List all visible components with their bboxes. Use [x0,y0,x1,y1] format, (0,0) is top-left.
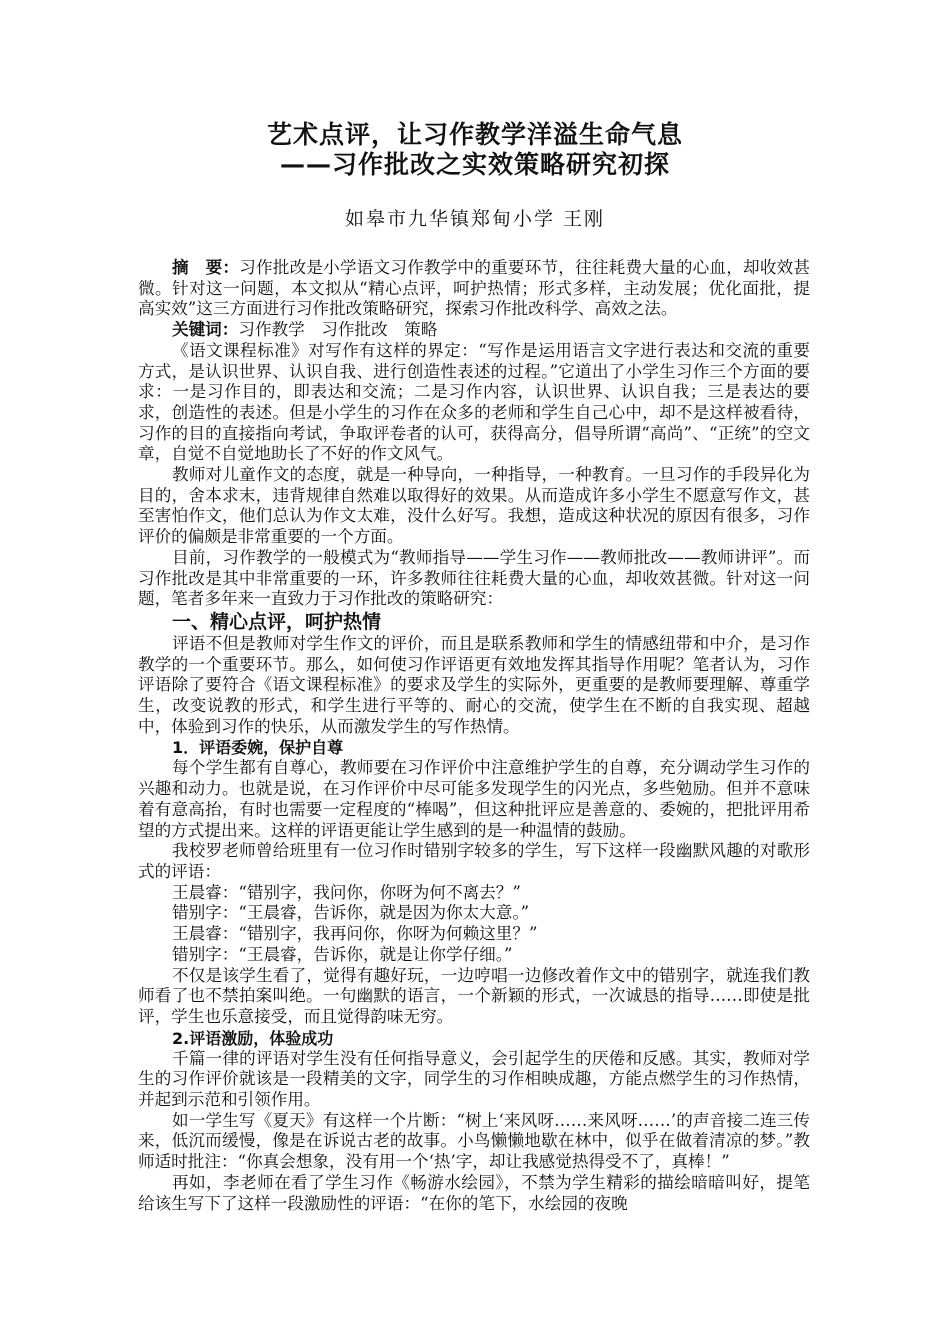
page-title: 艺术点评，让习作教学洋溢生命气息 [266,120,683,149]
section-1-heading: 一、精心点评，呵护热情 [172,610,382,633]
author-line: 如皋市九华镇郑甸小学 王刚 [344,208,606,230]
keywords-text: 习作教学 习作批改 策略 [238,320,438,340]
dialogue-line: 王晨睿：“错别字，我再问你，你呀为何赖这里？” [172,924,538,944]
intro-paragraph-1: 《语文课程标准》对写作有这样的界定：“写作是运用语言文字进行表达和交流的重要方式，是认识世界、认识自我、进行创造性表述的过程。”它道出了小学生习作三个方面的要求：一是习作目的，即表达和交流；二是习作内容，认识世界、认识自我；三是表达的要求，创造性的表述。但是小学生的习作在众多的老师和学生自己心中，却不是这样被看待，习作的目的直接指向考试，争取评卷者的认可，获得高分，倡导所谓“高尚”、“正统”的空文章，自觉不自觉地助长了不好的作文风气。 [138,340,810,464]
subsection-1-heading: 1．评语委婉，保护自尊 [172,738,344,758]
subsection-1-paragraph-1: 每个学生都有自尊心，教师要在习作评价中注意维护学生的自尊，充分调动学生习作的兴趣和动力。也就是说，在习作评价中尽可能多发现学生的闪光点，多些勉励。但并不意味着有意高抬，有时也需要一定程度的“棒喝”，但这种批评应是善意的、委婉的，把批评用希望的方式提出来。这样的评语更能让学生感到的是一种温情的鼓励。 [138,758,810,840]
keywords-label: 关键词： [172,320,239,340]
subsection-2-heading: 2.评语激励，体验成功 [172,1028,334,1048]
article-body [138,258,810,1214]
dialogue-line: 错别字：“王晨睿，告诉你，就是让你学仔细。” [172,944,513,964]
dialogue-line: 错别字：“王晨睿，告诉你，就是因为你太大意。” [172,903,530,923]
abstract-paragraph [138,258,810,320]
keywords-paragraph [138,320,810,341]
abstract-text: 习作批改是小学语文习作教学中的重要环节，往往耗费大量的心血，却收效甚微。针对这一问题，本文拟从“精心点评，呵护热情；形式多样，主动发展；优化面批，提高实效”这三方面进行习作批改策略研究，探索习作批改科学、高效之法。 [138,258,811,319]
abstract-label: 摘 要： [172,258,240,277]
section-1-intro: 评语不但是教师对学生作文的评价，而且是联系教师和学生的情感纽带和中介，是习作教学的一个重要环节。那么，如何使习作评语更有效地发挥其指导作用呢？笔者认为，习作评语除了要符合《语文课程标准》的要求及学生的实际外，更重要的是教师要理解、尊重学生，改变说教的形式，和学生进行平等的、耐心的交流，使学生在不断的自我实现、超越中，体验到习作的快乐，从而激发学生的写作热情。 [138,633,810,736]
page-subtitle: ——习作批改之实效策略研究初探 [279,150,670,179]
subsection-2-paragraph-1: 千篇一律的评语对学生没有任何指导意义，会引起学生的厌倦和反感。其实，教师对学生的习作评价就该是一段精美的文字，同学生的习作相映成趣，方能点燃学生的习作热情，并起到示范和引领作用。 [138,1048,810,1110]
subsection-2-paragraph-2: 如一学生写《夏天》有这样一个片断：“树上‘来风呀……来风呀……’的声音接二连三传来，低沉而缓慢，像是在诉说古老的故事。小鸟懒懒地歇在林中，似乎在做着清凉的梦。”教师适时批注：“你真会想象，没有用一个‘热’字，却让我感觉热得受不了，真棒！” [138,1110,810,1172]
subsection-1-paragraph-2: 我校罗老师曾给班里有一位习作时错别字较多的学生，写下这样一段幽默风趣的对歌形式的评语： [138,841,810,881]
intro-paragraph-3: 目前，习作教学的一般模式为“教师指导——学生习作——教师批改——教师讲评”。而习作批改是其中非常重要的一环，许多教师往往耗费大量的心血，却收效甚微。针对这一问题，笔者多年来一直致力于习作批改的策略研究： [138,547,810,609]
dialogue-line: 王晨睿：“错别字，我问你，你呀为何不离去？” [172,882,521,902]
subsection-2-paragraph-3: 再如，李老师在看了学生习作《畅游水绘园》，不禁为学生精彩的描绘暗暗叫好，提笔给该生写下了这样一段激励性的评语：“在你的笔下，水绘园的夜晚 [138,1172,810,1213]
intro-paragraph-2: 教师对儿童作文的态度，就是一种导向，一种指导，一种教育。一旦习作的手段异化为目的，舍本求末，违背规律自然难以取得好的效果。从而造成许多小学生不愿意写作文，甚至害怕作文，他们总认为作文太难，没什么好写。我想，造成这种状况的原因有很多，习作评价的偏颇是非常重要的一个方面。 [138,465,810,547]
subsection-1-paragraph-3: 不仅是该学生看了，觉得有趣好玩，一边哼唱一边修改着作文中的错别字，就连我们教师看了也不禁拍案叫绝。一句幽默的语言，一个新颖的形式，一次诚恳的指导……即使是批评，学生也乐意接受，而且觉得韵味无穷。 [138,965,810,1026]
